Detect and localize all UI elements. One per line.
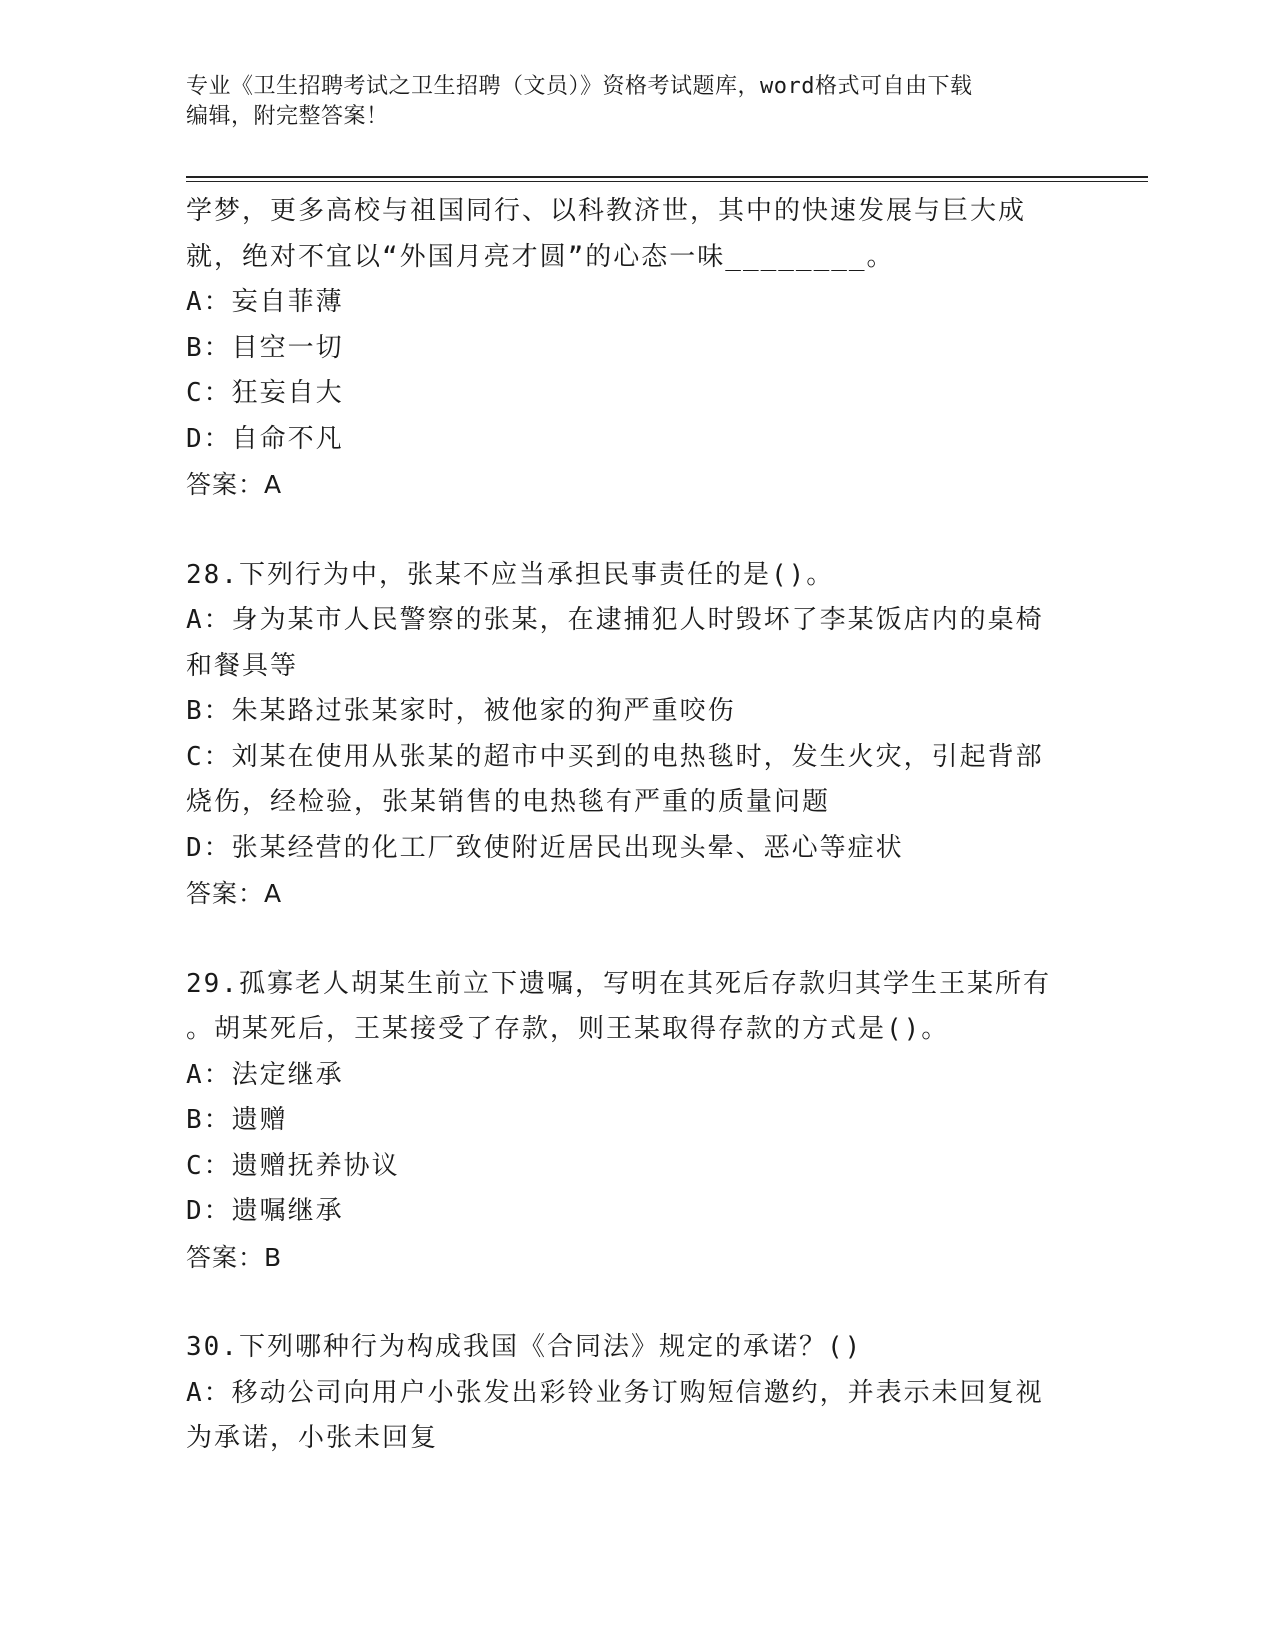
document-header	[186, 72, 1066, 132]
document-body	[186, 189, 1086, 1462]
option-b: B：目空一切	[186, 332, 344, 363]
spacer	[186, 508, 1086, 553]
header-divider-thick	[186, 176, 1148, 178]
option-d: D：张某经营的化工厂致使附近居民出现头晕、恶心等症状	[186, 832, 904, 863]
answer-label: 答案：A	[186, 879, 283, 908]
answer-label: 答案：B	[186, 1242, 283, 1272]
question-28	[186, 553, 1086, 917]
option-c-continued: 烧伤，经检验，张某销售的电热毯有严重的质量问题	[186, 787, 831, 817]
option-a: A：妄自菲薄	[186, 287, 344, 317]
question-text-line: 就，绝对不宜以“外国月亮才圆”的心态一味________。	[186, 241, 895, 272]
spacer	[186, 917, 1086, 962]
option-d: D：自命不凡	[186, 423, 344, 454]
option-a-continued: 为承诺，小张未回复	[186, 1423, 439, 1453]
option-a: A：身为某市人民警察的张某，在逮捕犯人时毁坏了李某饭店内的桌椅	[186, 605, 1044, 635]
question-title: 30.下列哪种行为构成我国《合同法》规定的承诺？()	[186, 1332, 863, 1362]
header-line-2: 编辑，附完整答案！	[186, 104, 389, 129]
option-b: B：遗赠	[186, 1105, 288, 1135]
option-c: C：遗赠抚养协议	[186, 1150, 400, 1181]
header-line-1: 专业《卫生招聘考试之卫生招聘（文员）》资格考试题库，word格式可自由下载	[186, 74, 973, 99]
header-divider-thin	[186, 181, 1148, 182]
option-a: A：移动公司向用户小张发出彩铃业务订购短信邀约，并表示未回复视	[186, 1377, 1044, 1408]
option-b: B：朱某路过张某家时，被他家的狗严重咬伤	[186, 696, 736, 726]
answer-label: 答案：A	[186, 470, 283, 499]
option-c: C：刘某在使用从张某的超市中买到的电热毯时，发生火灾，引起背部	[186, 741, 1044, 772]
option-a-continued: 和餐具等	[186, 650, 299, 681]
option-d: D：遗嘱继承	[186, 1196, 344, 1226]
question-27	[186, 189, 1086, 508]
option-a: A：法定继承	[186, 1059, 344, 1090]
option-c: C：狂妄自大	[186, 378, 344, 408]
question-title: 29.孤寡老人胡某生前立下遗嘱，写明在其死后存款归其学生王某所有	[186, 968, 1051, 999]
question-text-line: 学梦，更多高校与祖国同行、以科教济世，其中的快速发展与巨大成	[186, 196, 1027, 226]
question-30	[186, 1325, 1086, 1462]
question-29	[186, 962, 1086, 1281]
question-title-continued: 。胡某死后，王某接受了存款，则王某取得存款的方式是()。	[186, 1014, 950, 1044]
question-title: 28.下列行为中，张某不应当承担民事责任的是()。	[186, 559, 835, 590]
spacer	[186, 1280, 1086, 1325]
